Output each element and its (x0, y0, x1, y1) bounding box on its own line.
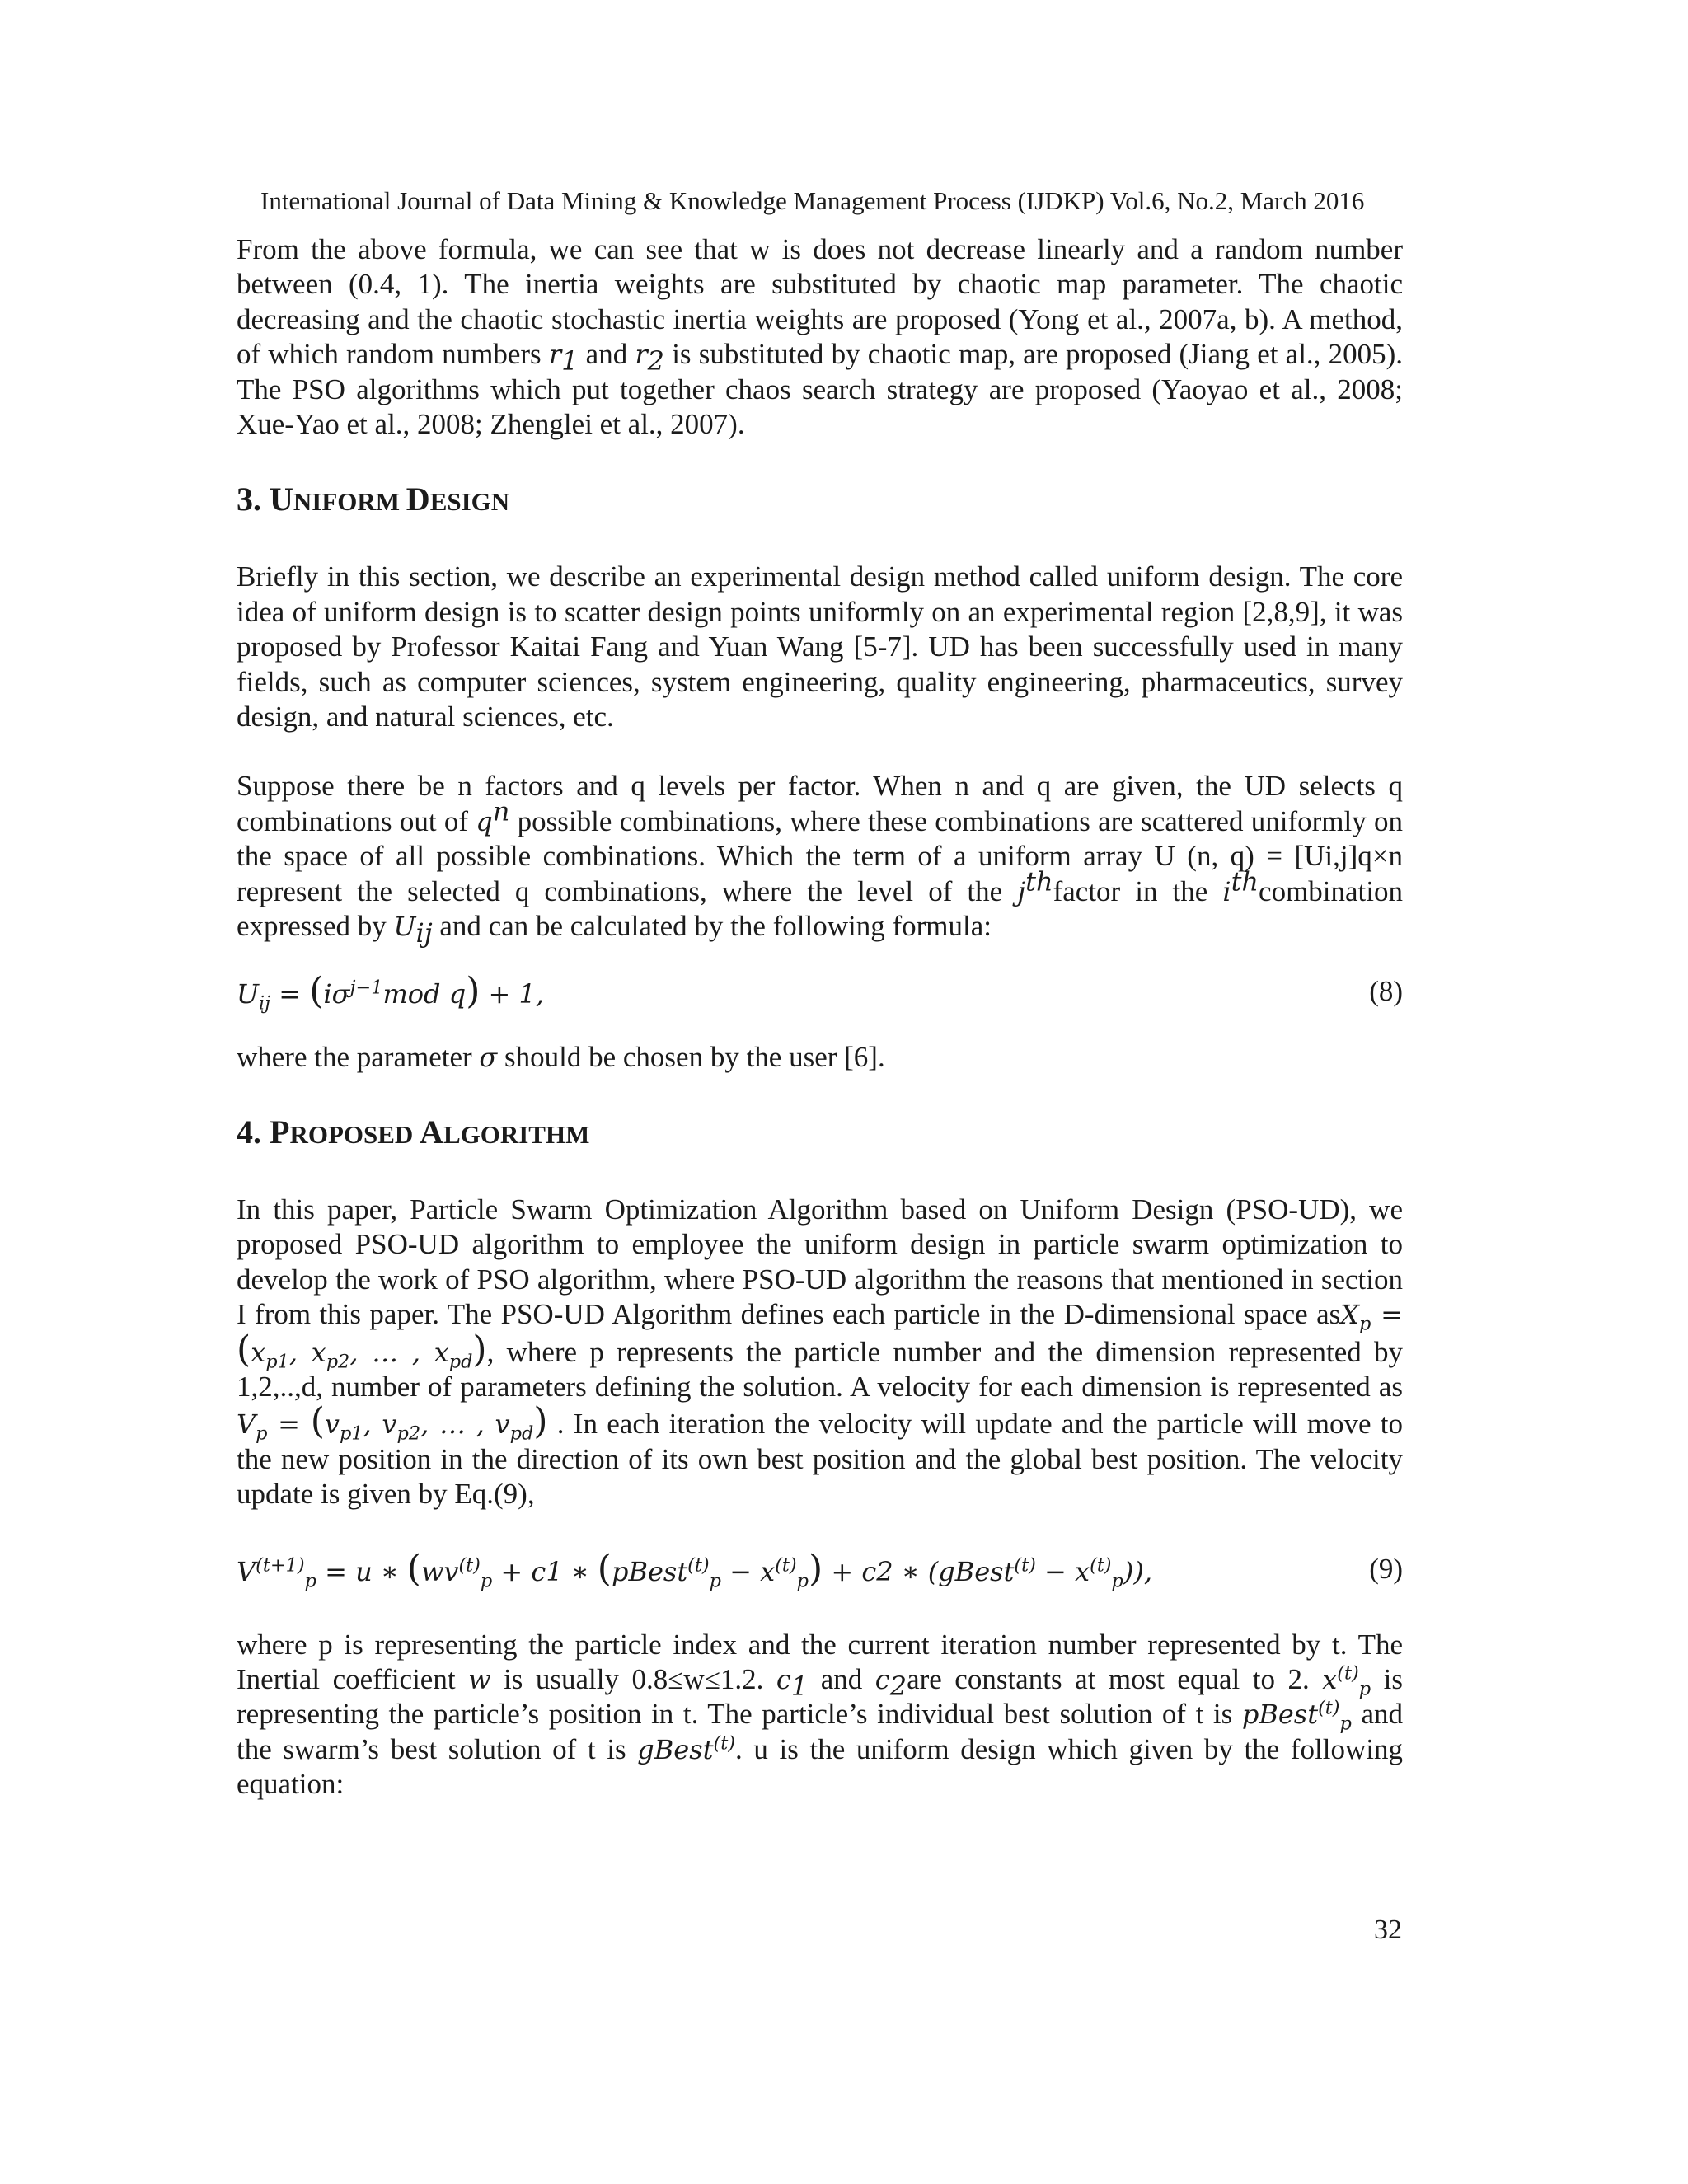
uniform-design-paragraph-2: Suppose there be n factors and q levels per factor. When n and q are given, the UD selects q combinations out of $q^n$ possible combinations, where these combinations are scattered uniformly on the space of all possible combinations. Which the term of a uniform array U (n, q) = [Ui,j]q×n represent the selected q combinations, where the level of the $j^{th}factor$ in the $i^{th}combination$ expressed by $U_{ij}$ and can be calculated by the following formula: (237, 770, 1403, 949)
section-heading-proposed-algorithm: 4. PROPOSED ALGORITHM (237, 1113, 590, 1151)
equation-9-number: (9) (1369, 1552, 1403, 1585)
running-header: International Journal of Data Mining & Knowledge Management Process (IJDKP) Vol.6, No.2, March 2016 (260, 186, 1365, 215)
uniform-design-paragraph-1: Briefly in this section, we describe an experimental design method called uniform design. The core idea of uniform design is to scatter design points uniformly on an experimental region [2,8,9], it was proposed by Professor Kaitai Fang and Yuan Wang [5-7]. UD has been successfully used in many fields, such as computer sciences, system engineering, quality engineering, pharmaceutics, survey design, and natural sciences, etc. (237, 560, 1403, 733)
equation-9-body: $V^{(t+1)}_p = u$ ∗ ($wv^{(t)}_p + c1$ ∗ (pBest$^{(t)}_p$ − $x^{(t)}_p) + c2$ ∗ (gBest$^{(t)}$ − $x^{(t)}_p$)), (237, 1547, 1153, 1591)
intro-paragraph: From the above formula, we can see that w is does not decrease linearly and a random number between (0.4, 1). The inertia weights are substituted by chaotic map parameter. The chaotic decreasing and the chaotic stochastic inertia weights are proposed (Yong et al., 2007a, b). A method, of which random numbers $r_1$ and $r_2$ is substituted by chaotic map, are proposed (Jiang et al., 2005). The PSO algorithms which put together chaos search strategy are proposed (Yaoyao et al., 2008; Xue-Yao et al., 2008; Zhenglei et al., 2007). (237, 233, 1403, 441)
uniform-design-paragraph-3: where the parameter σ should be chosen by the user [6]. (237, 1040, 885, 1073)
equation-9 (237, 1535, 1403, 1605)
section-heading-uniform-design: 3. UNIFORM DESIGN (237, 480, 510, 518)
page-content (237, 232, 1403, 1802)
equation-8 (237, 968, 1403, 1017)
equation-8-body: $U_{ij} = (i\sigma^{j-1}mod$ q) + 1, (237, 969, 545, 1014)
proposed-algorithm-paragraph-1: In this paper, Particle Swarm Optimization Algorithm based on Uniform Design (PSO-UD), we proposed PSO-UD algorithm to employee the uniform design in particle swarm optimization to develop the work of PSO algorithm, where PSO-UD algorithm the reasons that mentioned in section I from this paper. The PSO-UD Algorithm defines each particle in the D-dimensional space $asX_p = (x_{p1}$, $x_{p2}$, … , $x_{pd}$), where p represents the particle number and the dimension represented by 1,2,..,d, number of parameters defining the solution. A velocity for each dimension is represented as $V_p = (v_{p1}$, $v_{p2}$, … , $v_{pd}$) . In each iteration the velocity will update and the particle will move to the new position in the direction of its own best position and the global best position. The velocity update is given by Eq.(9), (237, 1193, 1404, 1511)
page-number: 32 (1374, 1915, 1402, 1945)
equation-8-number: (8) (1369, 974, 1403, 1007)
proposed-algorithm-paragraph-2: where p is representing the particle index and the current iteration number represented by t. The Inertial coefficient w is usually 0.8≤w≤1.2. $c_1$ and $c_2are$ constants at most equal to 2. $x^{(t)}_p$ is representing the particle’s position in t. The particle’s individual best solution of t is pBest$^{(t)}_p$ and the swarm’s best solution of t is gBest$^{(t)}$. u is the uniform design which given by the following equation: (237, 1628, 1403, 1801)
